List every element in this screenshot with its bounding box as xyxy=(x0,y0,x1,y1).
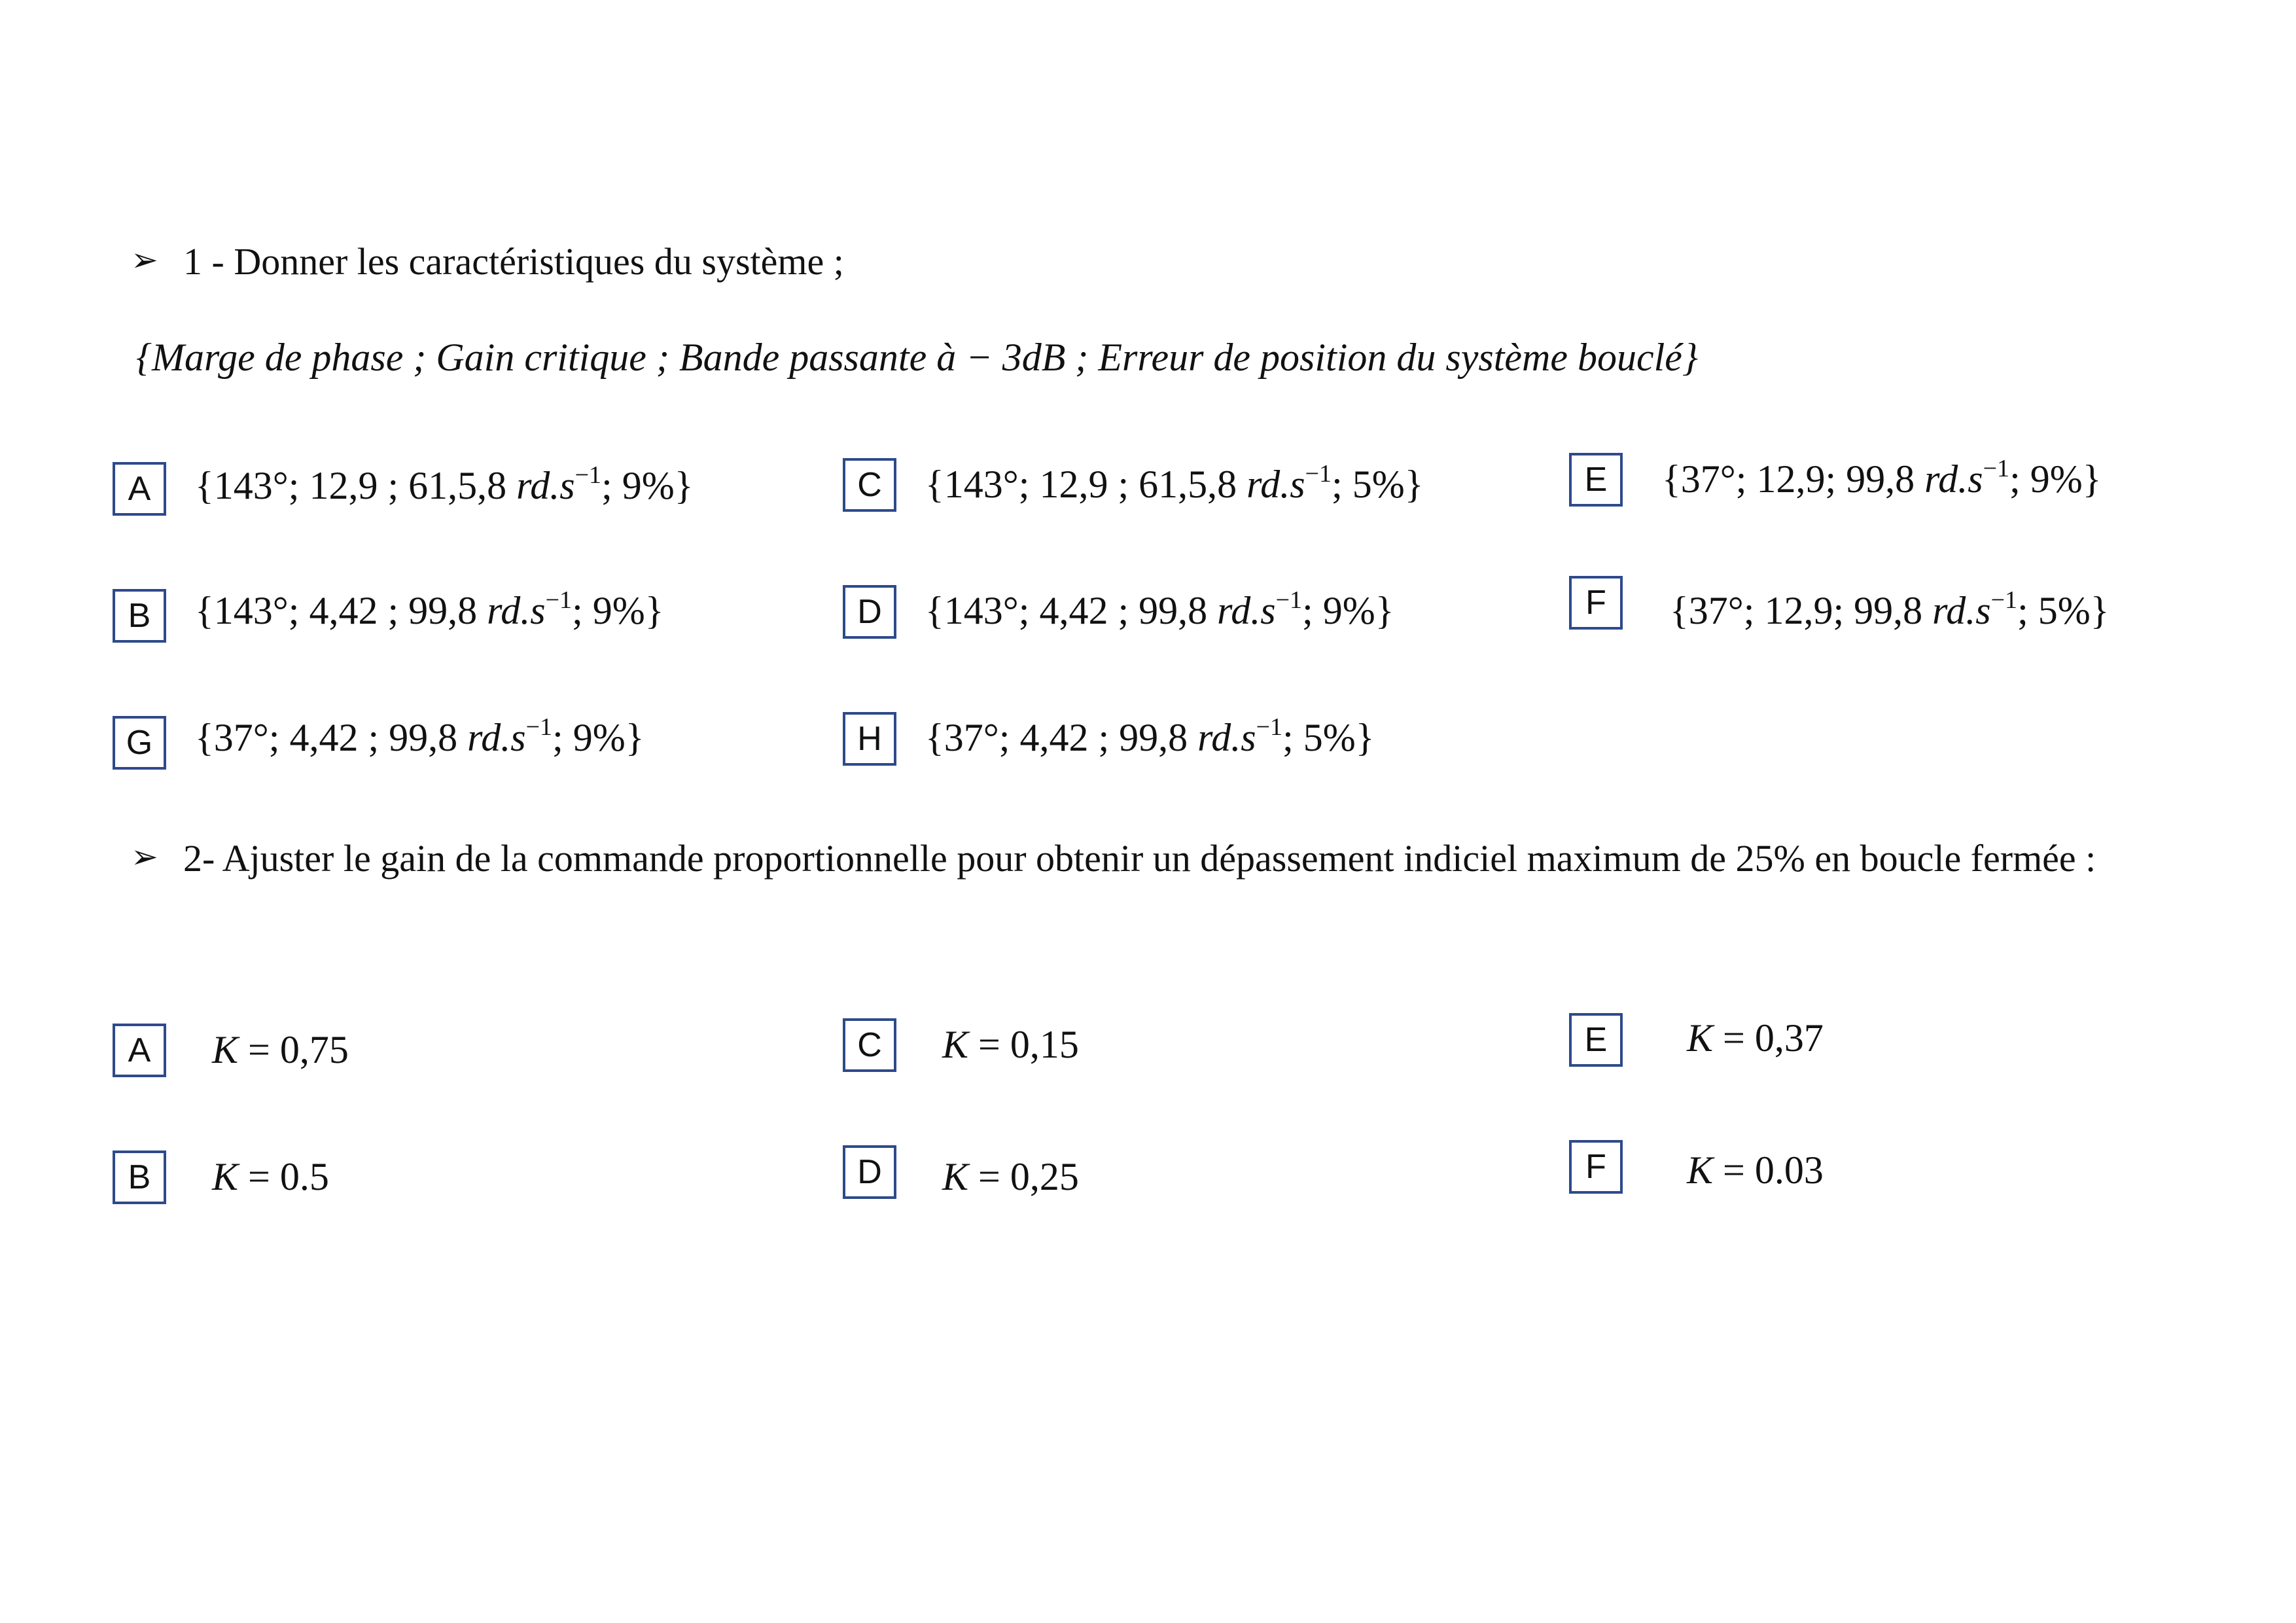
characteristics-list: {Marge de phase ; Gain critique ; Bande passante à − 3dB ; Erreur de position du système bouclé} xyxy=(136,336,1698,379)
option-c-answer: {143°; 12,9 ; 61,5,8 $rd.s^{-1}$; 5%} xyxy=(925,460,1424,506)
option-e-checkbox[interactable]: E xyxy=(1569,453,1623,507)
option-b-answer: {143°; 4,42 ; 99,8 $rd.s^{-1}$; 9%} xyxy=(195,586,664,632)
option-c-checkbox[interactable]: C xyxy=(843,458,896,512)
question-2-text: 2- Ajuster le gain de la commande proportionnelle pour obtenir un dépassement indiciel maximum de 25% en boucle fermée : xyxy=(183,837,2096,880)
option-f-answer: {37°; 12,9; 99,8 $rd.s^{-1}$; 5%} xyxy=(1670,586,2110,632)
option-f-answer: K = 0.03 xyxy=(1687,1149,1824,1192)
option-g-checkbox[interactable]: G xyxy=(113,716,166,770)
option-g-answer: {37°; 4,42 ; 99,8 $rd.s^{-1}$; 9%} xyxy=(195,713,645,759)
option-f-checkbox[interactable]: F xyxy=(1569,576,1623,630)
option-a-answer: {143°; 12,9 ; 61,5,8 $rd.s^{-1}$; 9%} xyxy=(195,461,694,507)
option-e-answer: {37°; 12,9; 99,8 $rd.s^{-1}$; 9%} xyxy=(1662,455,2102,501)
option-f-checkbox[interactable]: F xyxy=(1569,1140,1623,1194)
option-b-answer: K = 0.5 xyxy=(212,1155,329,1198)
option-d-checkbox[interactable]: D xyxy=(843,585,896,639)
option-e-checkbox[interactable]: E xyxy=(1569,1013,1623,1067)
bullet-arrow-icon: ➢ xyxy=(131,241,158,278)
option-b-checkbox[interactable]: B xyxy=(113,1150,166,1204)
option-h-answer: {37°; 4,42 ; 99,8 $rd.s^{-1}$; 5%} xyxy=(925,713,1375,759)
option-d-checkbox[interactable]: D xyxy=(843,1145,896,1199)
option-a-answer: K = 0,75 xyxy=(212,1028,349,1071)
option-c-checkbox[interactable]: C xyxy=(843,1018,896,1072)
option-d-answer: {143°; 4,42 ; 99,8 $rd.s^{-1}$; 9%} xyxy=(925,586,1394,632)
option-d-answer: K = 0,25 xyxy=(942,1155,1079,1198)
option-c-answer: K = 0,15 xyxy=(942,1023,1079,1066)
bullet-arrow-icon: ➢ xyxy=(131,838,158,875)
option-a-checkbox[interactable]: A xyxy=(113,462,166,516)
option-e-answer: K = 0,37 xyxy=(1687,1016,1824,1060)
option-a-checkbox[interactable]: A xyxy=(113,1024,166,1077)
question-1-text: 1 - Donner les caractéristiques du système ; xyxy=(183,240,844,283)
option-b-checkbox[interactable]: B xyxy=(113,589,166,643)
option-h-checkbox[interactable]: H xyxy=(843,712,896,766)
